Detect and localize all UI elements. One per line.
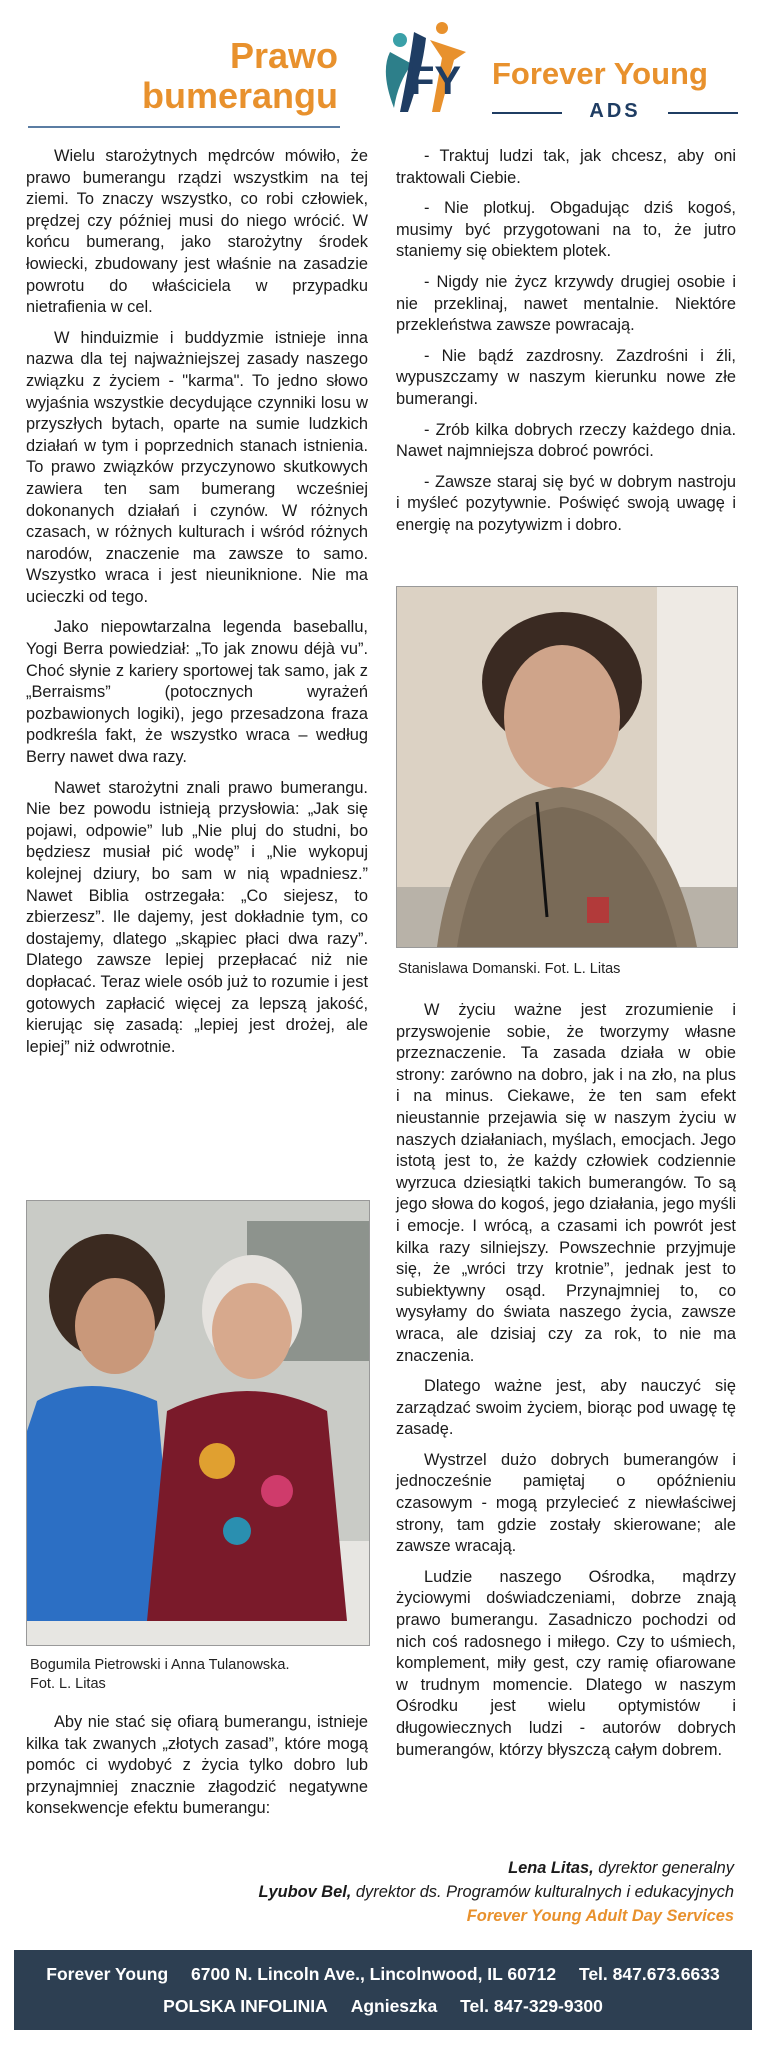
footer-line-2 [14,1996,752,2017]
logo-figures-icon [370,12,490,130]
photo-caption-bogumila [30,1656,370,1694]
footer-phone-1[interactable]: Tel. 847.673.6633 [578,1964,720,1984]
photo-caption-stanislawa: Stanislawa Domanski. Fot. L. Litas [398,961,621,977]
footer-line-1 [14,1964,752,1985]
forever-young-logo [370,12,750,130]
paragraph: Ludzie naszego Ośrodka, mądrzy życiowymi doświadczeniami, dobrze znają prawo bumerangu. Zasadniczo pochodzi od nich coś radosnego i miłego. Czy to uśmiech, komplement, miły gest, czy ramię ofiarowane w trudnym momencie. Dlatego w naszym Ośrodku jest wielu optymistów i długowiecznych ludzi - autorów dobrych bumerangów, którzy błyszczą całym dobrem. [396,1567,736,1759]
caption-line-1: Bogumila Pietrowski i Anna Tulanowska. [30,1657,290,1673]
left-column [26,146,368,1067]
title-underline [28,126,340,128]
logo-rule-right [668,112,738,114]
footer-phone-2[interactable]: Tel. 847-329-9300 [460,1996,603,2016]
signature-line-1 [258,1856,734,1880]
photo-woman-image [397,587,737,947]
paragraph: W hinduizmie i buddyzmie istnieje inna nazwa dla tej najważniejszej zasady naszego związku z życiem - "karma". To jedno słowo wyjaśnia wszystkie decydujące czynniki losu w przyszłych bytach, oparte na sumie ludzkich działań w tym i poprzednich stanach istnienia. To prawo związków przyczynowo skutkowych zawiera ten sam bumerang wcześniej dokonanych działań i czynów. W różnych czasach, w różnych kulturach i wśród różnych narodów, znaczenie ma zawsze to samo. Wszystko wraca i jest nieuniknione. Nie ma ucieczki od tego. [26,328,368,606]
paragraph: Aby nie stać się ofiarą bumerangu, istnieje kilka tak zwanych „złotych zasad”, które mogą pomóc ci wydobyć z życia tylko dobro lub przynajmniej znacznie złagodzić negatywne konsekwencje efektu bumerangu: [26,1713,368,1818]
article-title [28,36,338,116]
golden-rule-item: - Nie plotkuj. Obgadując dziś kogoś, musimy być przygotowani na to, że jutro staniemy się obiektem plotek. [396,199,736,261]
right-column-rules [396,146,736,546]
signer-role-1: dyrektor generalny [593,1859,734,1877]
golden-rule-item: - Zrób kilka dobrych rzeczy każdego dnia. Nawet najmniejsza dobroć powróci. [396,420,736,461]
logo-sub [492,100,738,123]
signer-name-1: Lena Litas, [508,1859,594,1877]
logo-name: Forever Young [492,56,708,91]
signature-block [258,1856,734,1928]
title-line-1: Prawo [229,35,338,76]
footer-contact-name: Agnieszka [350,1996,438,2016]
photo-two-women-image [27,1201,369,1645]
signer-role-2: dyrektor ds. Programów kulturalnych i edukacyjnych [351,1883,734,1901]
signature-line-2 [258,1880,734,1904]
paragraph: Wystrzel dużo dobrych bumerangów i jednocześnie pamiętaj o opóźnieniu czasowym - mogą przylecieć z niewłaściwej strony, tam gdzie zostały skierowane; ale zawsze wracają. [396,1450,736,1556]
paragraph: Dlatego ważne jest, aby nauczyć się zarządzać swoim życiem, biorąc pod uwagę tę zasadę. [396,1377,736,1439]
footer-address: 6700 N. Lincoln Ave., Lincolnwood, IL 60712 [191,1964,557,1984]
footer-infolinia: POLSKA INFOLINIA [163,1996,328,2016]
golden-rule-item: - Nigdy nie życz krzywdy drugiej osobie i nie przeklinaj, nawet mentalnie. Niektóre przekleństwa zawsze powracają. [396,272,736,335]
title-line-2: bumerangu [141,75,338,116]
golden-rule-item: - Zawsze staraj się być w dobrym nastroju i myśleć pozytywnie. Poświęć swoją uwagę i energię na pozytywizm i dobro. [396,472,736,534]
footer-banner [14,1950,752,2030]
photo-bogumila-anna [26,1200,370,1646]
signature-org: Forever Young Adult Day Services [466,1907,734,1925]
right-column-body [396,1000,736,1770]
photo-stanislawa [396,586,738,948]
paragraph: Nawet starożytni znali prawo bumerangu. Nie bez powodu istnieją przysłowia: „Jak się pojawi, odpowie” lub „Nie pluj do studni, bo będziesz musiał pić wodę” i „Nie wykopuj kolejnej dziury, bo sam w nią wpadniesz.” Nawet Biblia ostrzegała: „Co siejesz, to zbierzesz”. Ile dajemy, jest dokładnie tym, co dostajemy, dlatego „skąpiec płaci dwa razy”. Dlatego zawsze lepiej przepłacać niż nie dopłacać. Teraz wiele osób już to rozumie i jest gotowych zapłacić więcej za lepszą jakość, kierując się zasadą: „lepiej jest drożej, ale lepiej” niż odwrotnie. [26,778,368,1056]
golden-rule-item: - Traktuj ludzi tak, jak chcesz, aby oni traktowali Ciebie. [396,147,736,187]
footer-brand: Forever Young [46,1964,169,1984]
logo-sub-text: ADS [589,100,641,122]
paragraph: Jako niepowtarzalna legenda baseballu, Yogi Berra powiedział: „To jak znowu déjà vu”. Choć słynie z kariery sportowej tak samo, jak z „Berraisms” (potocznych wyrażeń pozbawionych logiki), jego przesadzona fraza podkreśla fakt, że wszystko wraca – według Berry nawet dwa razy. [26,618,368,767]
signer-name-2: Lyubov Bel, [258,1883,352,1901]
paragraph: W życiu ważne jest zrozumienie i przyswojenie sobie, że tworzymy własne przeznaczenie. Ta zasada działa w obie strony: zarówno na dobro, jak i na zło, na plus i na minus. Ciekawe, że ten sam efekt nieustannie przejawia się w naszym życiu w naszych działaniach, myślach, emocjach. Jego istotą jest to, że każdy człowiek codziennie wyrzuca dziesiątki takich bumerangów. To są jego słowa do kogoś, jego działania, jego myśli i emocje. I wrócą, a czasami ich powrót jest kilka razy silniejszy. Powszechnie przyjmuje się, że „wróci trzy krotnie”, jednak jest to subiektywny osąd. Przynajmniej to, co wysyłamy do świata naszego życia, zawsze wraca, ale dzisiaj czy za rok, to nie ma znaczenia. [396,1001,736,1365]
left-column-continued [26,1712,368,1829]
logo-letters: FY [410,59,462,103]
paragraph: Wielu starożytnych mędrców mówiło, że prawo bumerangu rządzi wszystkim na tej ziemi. To znaczy wszystko, co robi człowiek, prędzej czy później musi do niego wrócić. W końcu bumerang, jako starożytny środek łowiecki, zbudowany jest właśnie na zasadzie powrotu do właściciela w przypadku nietrafienia w cel. [26,147,368,317]
golden-rule-item: - Nie bądź zazdrosny. Zazdrośni i źli, wypuszczamy w naszym kierunku nowe złe bumerangi. [396,346,736,408]
caption-line-2: Fot. L. Litas [30,1676,106,1692]
logo-rule-left [492,112,562,114]
